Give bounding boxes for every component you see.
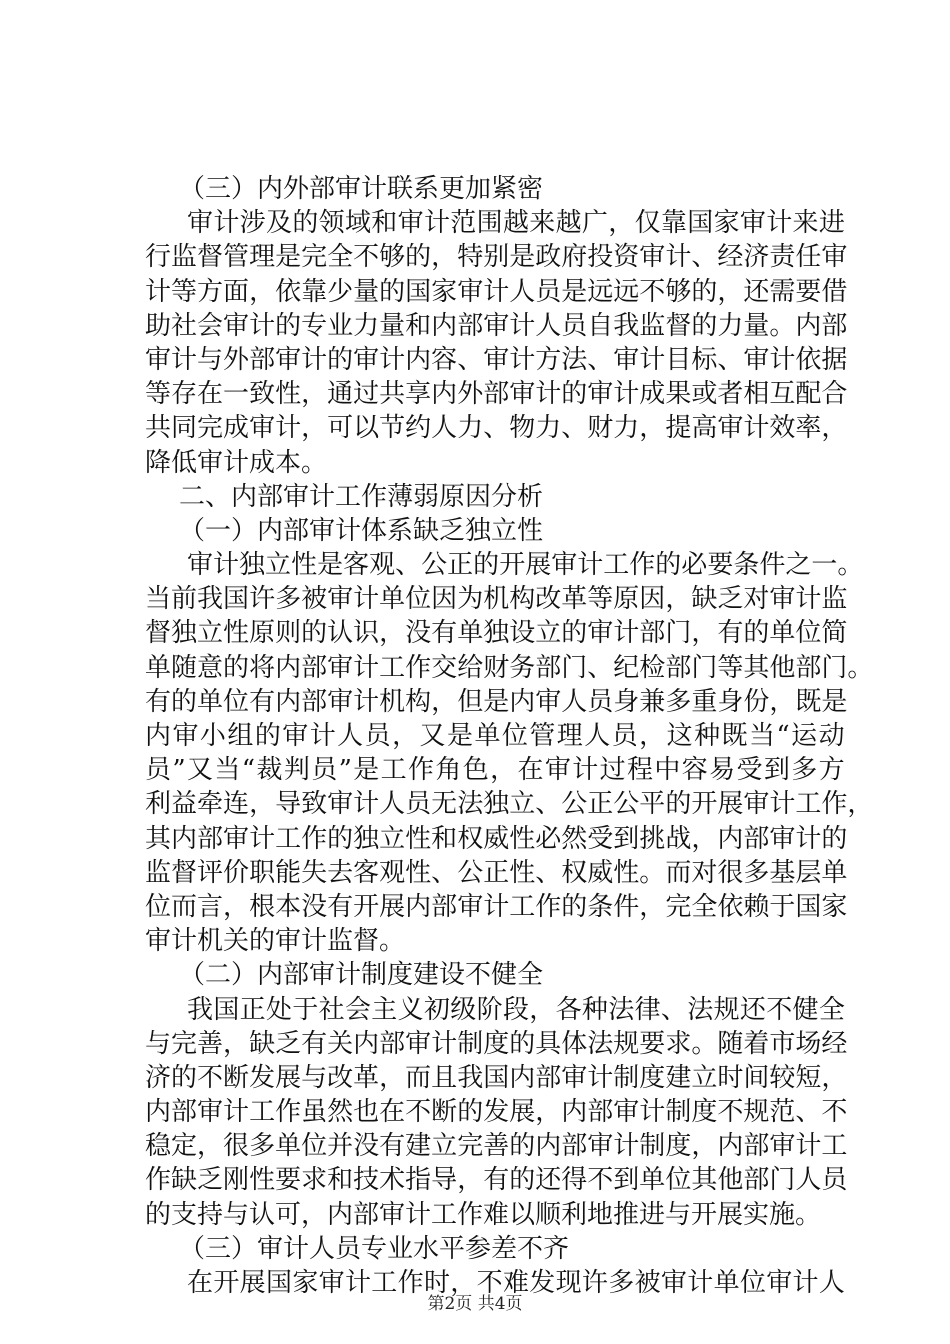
paragraph-line: 监 督 评 价 职 能 失 去 客 观 性 、 公 正 性 、 权 威 性 。 而 对 很 多 基 层 单 xyxy=(145,857,848,888)
paragraph-line: 作 缺 乏 刚 性 要 求 和 技 术 指 导 ， 有 的 还 得 不 到 单 位 其 他 部 门 人 员 xyxy=(145,1165,848,1196)
paragraph-line: 员 ” 又 当 “ 裁 判 员 ” 是 工 作 角 色 ， 在 审 计 过 程 中 容 易 受 到 多 方 xyxy=(145,755,845,786)
paragraph-line: 的支持与认可，内部审计工作难以顺利地推进与开展实施。 xyxy=(145,1199,822,1230)
paragraph-line: 助 社 会 审 计 的 专 业 力 量 和 内 部 审 计 人 员 自 我 监 督 的 力 量 。 内 部 xyxy=(145,310,848,341)
paragraph-line: 济 的 不 断 发 展 与 改 革 ， 而 且 我 国 内 部 审 计 制 度 建 立 时 间 较 短 ， xyxy=(145,1062,848,1093)
paragraph-line: 利 益 牵 连 ， 导 致 审 计 人 员 无 法 独 立 、 公 正 公 平 的 开 展 审 计 工 作 ， xyxy=(145,789,874,820)
page-footer: 第2页 共4页 xyxy=(427,1294,523,1314)
paragraph-line: 单 随 意 的 将 内 部 审 计 工 作 交 给 财 务 部 门 、 纪 检 部 门 等 其 他 部 门 。 xyxy=(145,652,874,683)
paragraph-line: 降低审计成本。 xyxy=(145,447,328,478)
section-heading: （一）内部审计体系缺乏独立性 xyxy=(179,515,544,546)
paragraph-line: 位 而 言 ， 根 本 没 有 开 展 内 部 审 计 工 作 的 条 件 ， 完 全 依 赖 于 国 家 xyxy=(145,891,848,922)
paragraph-line: 其 内 部 审 计 工 作 的 独 立 性 和 权 威 性 必 然 受 到 挑 战 ， 内 部 审 计 的 xyxy=(145,823,848,854)
document-body xyxy=(145,172,874,1300)
paragraph-line: 审计机关的审计监督。 xyxy=(145,926,406,957)
paragraph-line: 审 计 与 外 部 审 计 的 审 计 内 容 、 审 计 方 法 、 审 计 目 标 、 审 计 依 据 xyxy=(145,344,848,375)
paragraph-line: 在 开 展 国 家 审 计 工 作 时 ， 不 难 发 现 许 多 被 审 计 单 位 审 计 人 xyxy=(187,1268,845,1298)
section-heading: （二）内部审计制度建设不健全 xyxy=(179,960,544,991)
paragraph-line: 我 国 正 处 于 社 会 主 义 初 级 阶 段 ， 各 种 法 律 、 法 规 还 不 健 全 xyxy=(187,994,845,1025)
paragraph-line: 内 部 审 计 工 作 虽 然 也 在 不 断 的 发 展 ， 内 部 审 计 制 度 不 规 范 、 不 xyxy=(145,1097,848,1128)
paragraph-line: 当 前 我 国 许 多 被 审 计 单 位 因 为 机 构 改 革 等 原 因 ， 缺 乏 对 审 计 监 xyxy=(145,584,848,615)
paragraph-line: 计 等 方 面 ， 依 靠 少 量 的 国 家 审 计 人 员 是 远 远 不 够 的 ， 还 需 要 借 xyxy=(145,276,848,307)
section-heading: 二、内部审计工作薄弱原因分析 xyxy=(179,481,544,512)
paragraph-line: 与 完 善 ， 缺 乏 有 关 内 部 审 计 制 度 的 具 体 法 规 要 求 。 随 着 市 场 经 xyxy=(145,1028,848,1059)
paragraph-line: 内 审 小 组 的 审 计 人 员 ， 又 是 单 位 管 理 人 员 ， 这 种 既 当 “ 运 动 xyxy=(145,721,845,751)
section-heading: （三）内外部审计联系更加紧密 xyxy=(179,174,544,204)
paragraph-line: 稳 定 ， 很 多 单 位 并 没 有 建 立 完 善 的 内 部 审 计 制 度 ， 内 部 审 计 工 xyxy=(145,1131,848,1162)
paragraph-line: 审 计 独 立 性 是 客 观 、 公 正 的 开 展 审 计 工 作 的 必 要 条 件 之 一 。 xyxy=(187,550,864,581)
section-heading: （三）审计人员专业水平参差不齐 xyxy=(179,1233,570,1264)
paragraph-line: 行 监 督 管 理 是 完 全 不 够 的 ， 特 别 是 政 府 投 资 审 计 、 经 济 责 任 审 xyxy=(145,242,848,273)
paragraph-line: 有 的 单 位 有 内 部 审 计 机 构 ， 但 是 内 审 人 员 身 兼 多 重 身 份 ， 既 是 xyxy=(145,686,848,717)
paragraph-line: 共 同 完 成 审 计 ， 可 以 节 约 人 力 、 物 力 、 财 力 ， 提 高 审 计 效 率 ， xyxy=(145,413,848,444)
paragraph-line: 审 计 涉 及 的 领 域 和 审 计 范 围 越 来 越 广 ， 仅 靠 国 家 审 计 来 进 xyxy=(187,208,845,239)
paragraph-line: 等 存 在 一 致 性 ， 通 过 共 享 内 外 部 审 计 的 审 计 成 果 或 者 相 互 配 合 xyxy=(145,379,848,410)
paragraph-line: 督 独 立 性 原 则 的 认 识 ， 没 有 单 独 设 立 的 审 计 部 门 ， 有 的 单 位 简 xyxy=(145,618,848,649)
